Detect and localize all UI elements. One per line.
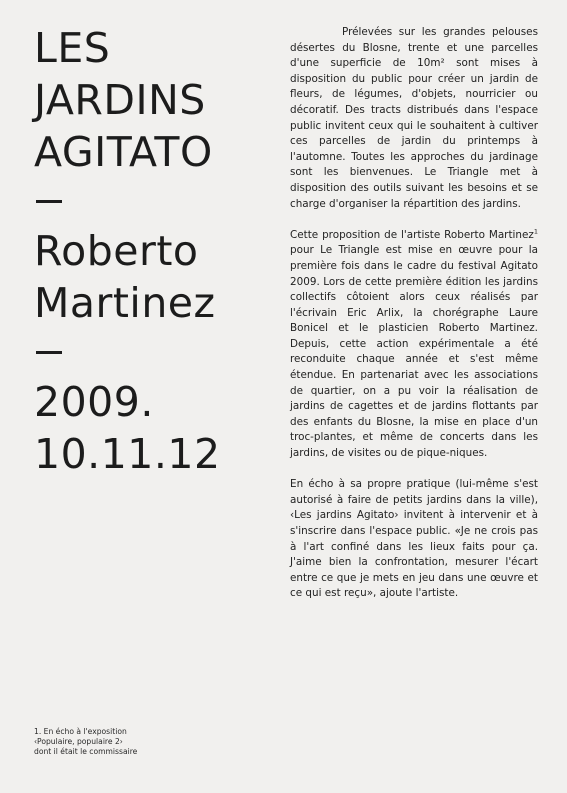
artist-name-line: Martinez — [34, 279, 216, 327]
artist-name — [34, 225, 254, 329]
footnote-line: dont il était le commissaire — [34, 747, 138, 757]
exhibition-title — [34, 22, 254, 178]
title-line: LES — [34, 24, 111, 72]
footnote-line: ‹Populaire, populaire 2› — [34, 737, 123, 747]
footnote — [34, 727, 214, 758]
body-paragraph: En écho à sa propre pratique (lui-même s'est autorisé à faire de petits jardins dans la ville), ‹Les jardins Agitato› invitent à intervenir et à s'inscrire dans l'espace public. «Je ne crois pas à l'art confiné dans les lieux faits pour ça. J'aime bien la confrontation, mesurer l'écart entre ce que je mets en jeu dans une œuvre et ce qui est reçu», ajoute l'artiste. — [290, 478, 538, 600]
title-column — [34, 22, 254, 480]
date-line: 2009. — [34, 378, 154, 426]
footnote-line: 1. En écho à l'exposition — [34, 727, 127, 736]
body-text: Cette proposition de l'artiste Roberto Martinez — [290, 228, 534, 241]
separator-dash — [36, 351, 62, 354]
body-paragraph — [290, 228, 538, 462]
body-text: pour Le Triangle est mise en œuvre pour la première fois dans le cadre du festival Agitato 2009. Lors de cette première édition les jardins collectifs côtoient alors ceux réalisés par l'écrivain Eric Arlix, la chorégraphe Laure Bonicel et le plasticien Roberto Martinez. Depuis, cette action expérimentale a été reconduite chaque année et s'est même étendue. En partenariat avec les associations de quartier, on a pu voir la réalisation de jardins de cagettes et de jardins flottants par des enfants du Blosne, la mise en place d'un troc-plantes, et même de concerts dans les jardins, de visites ou de pique-niques. — [290, 244, 538, 460]
title-line: JARDINS — [34, 76, 206, 124]
event-dates — [34, 376, 254, 480]
title-line: AGITATO — [34, 128, 213, 176]
artist-name-line: Roberto — [34, 227, 199, 275]
date-line: 10.11.12 — [34, 430, 221, 478]
separator-dash — [36, 200, 62, 203]
body-paragraph: Prélevées sur les grandes pelouses désertes du Blosne, trente et une parcelles d'une superficie de 10m² sont mises à disposition du public pour créer un jardin de fleurs, de légumes, d'objets, nourricier ou décoratif. Des tracts distribués dans l'espace public invitent ceux qui le souhaitent à cultiver ces parcelles de jardin du printemps à l'automne. Toutes les approches du jardinage sont les bienvenues. Le Triangle met à disposition des outils suivant les besoins et se charge d'organiser la répartition des jardins. — [290, 26, 538, 210]
footnote-reference: 1 — [533, 227, 538, 236]
body-text-column — [290, 25, 538, 618]
